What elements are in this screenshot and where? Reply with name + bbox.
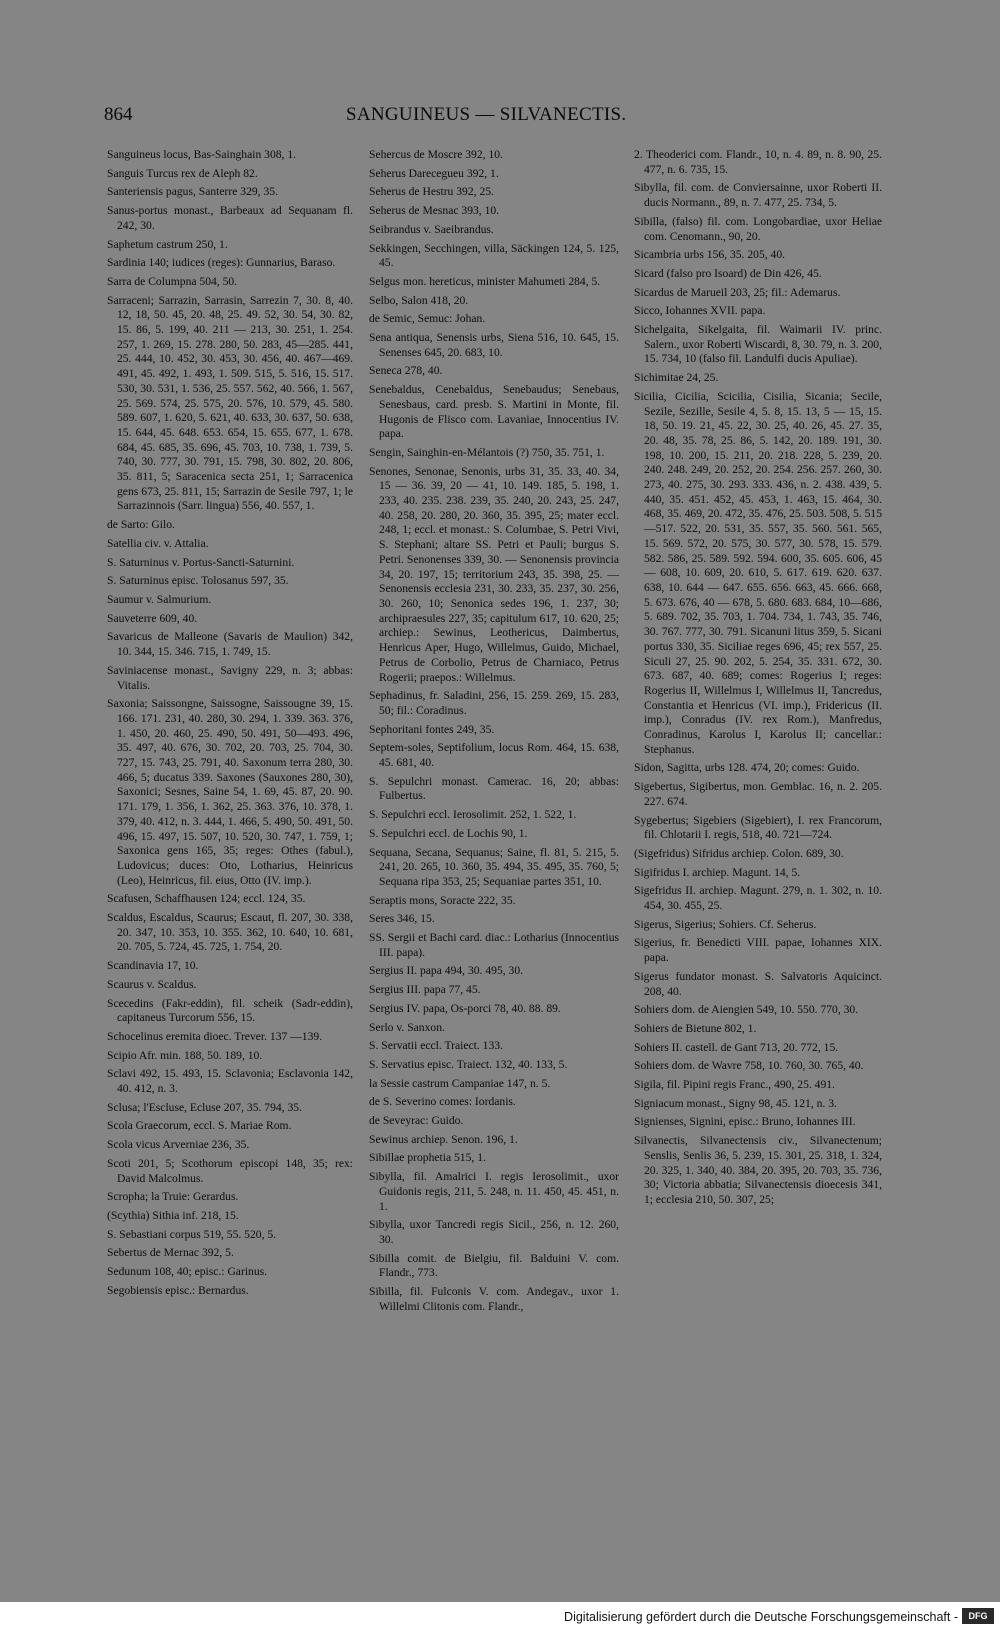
index-entry: Septem-soles, Septifolium, locus Rom. 464, 15. 638, 45. 681, 40.	[369, 741, 622, 770]
index-entry: Sclavi 492, 15. 493, 15. Sclavonia; Esclavonia 142, 40. 412, n. 3.	[107, 1067, 356, 1096]
index-entry: S. Sepulchri eccl. de Lochis 90, 1.	[369, 826, 528, 840]
index-entry: S. Sepulchri eccl. Ierosolimit. 252, 1. 522, 1.	[369, 808, 577, 822]
index-entry: Silvanectis, Silvanectensis civ., Silvanectenum; Senslis, Senlis 36, 5. 239, 15. 301, 25. 318, 1. 324, 20. 325, 1. 340, 40. 384, 20. 395, 20. 703, 35. 736, 30; Victoria abbatia; Silvanectensis dioecesis 341, 1; ecclesia 210, 50. 307, 25;	[634, 1134, 885, 1206]
index-entry: Sicambria urbs 156, 35. 205, 40.	[634, 248, 786, 262]
index-column-3	[634, 148, 885, 1212]
index-entry: Sewinus archiep. Senon. 196, 1.	[369, 1132, 518, 1146]
index-entry: Seraptis mons, Soracte 222, 35.	[369, 893, 516, 907]
index-entry: (Sigefridus) Sifridus archiep. Colon. 689, 30.	[634, 846, 844, 860]
index-entry: Selgus mon. hereticus, minister Mahumeti 284, 5.	[369, 274, 601, 288]
index-entry: Serlo v. Sanxon.	[369, 1020, 445, 1034]
index-entry: de Semic, Semuc: Johan.	[369, 312, 486, 326]
index-entry: Senones, Senonae, Senonis, urbs 31, 35. 33, 40. 34, 15 — 36. 39, 20 — 41, 10. 149. 185, 5. 198, 1. 233, 40. 235. 238. 239, 35. 240, 20. 243, 25. 247, 40. 258, 20. 280, 20. 360, 35. 395, 25; mater eccl. 248, 1; eccl. et monast.: S. Columbae, S. Petri Vivi, S. Stephani; altare SS. Petri et Pauli; burgus S. Petri. Senonenses 339, 30. — Senonensis provincia 34, 20. 197, 15; territorium 243, 35. 398, 25. — Senonensis ecclesia 231, 30. 233, 35. 237, 30. 256, 30. 260, 10; Senonica sedes 196, 1. 237, 30; archipraesules 227, 35; capitulum 617, 10. 620, 25; archiep.: Sewinus, Leothericus, Daimbertus, Henricus Aper, Hugo, Willelmus, Guido, Michael, Petrus de Corbolio, Petrus de Charniaco, Petrus Rogerii; praepos.: Willelmus.	[369, 464, 622, 684]
index-entry: Sigifridus I. archiep. Magunt. 14, 5.	[634, 865, 801, 879]
index-entry: Sigebertus, Sigibertus, mon. Gemblac. 16, n. 2. 205. 227. 674.	[634, 780, 885, 808]
index-entry: de S. Severino comes: Iordanis.	[369, 1095, 516, 1109]
index-entry: Seherus de Mesnac 393, 10.	[369, 204, 500, 218]
index-entry: la Sessie castrum Campaniae 147, n. 5.	[369, 1076, 551, 1090]
index-entry: Sardinia 140; iudices (reges): Gunnarius, Baraso.	[107, 256, 336, 270]
index-entry: Saviniacense monast., Savigny 229, n. 3; abbas: Vitalis.	[107, 663, 356, 692]
index-entry: Scecedins (Fakr-eddin), fil. scheik (Sadr-eddin), capitaneus Turcorum 556, 15.	[107, 996, 356, 1025]
index-entry: 2. Theoderici com. Flandr., 10, n. 4. 89, n. 8. 90, 25. 477, n. 6. 735, 15.	[634, 148, 885, 176]
footer-credit: Digitalisierung gefördert durch die Deutsche Forschungsgemeinschaft -	[564, 1610, 958, 1624]
index-entry: Sicilia, Cicilia, Scicilia, Cisilia, Sicania; Secile, Sezile, Sezille, Sesile 4, 5. 8, 15. 13, 5 — 15, 15. 18, 50. 19. 21, 45. 22, 30. 25, 40. 26, 45. 27. 35, 20. 48, 35. 78, 25. 86, 5. 142, 20. 189. 191, 30. 198, 10. 200, 15. 211, 20. 218. 228, 5. 239, 20. 240. 248. 249, 20. 252, 20. 254. 256. 257. 260, 30. 273, 40. 275, 30. 293. 333. 436, n. 2. 438. 439, 5. 440, 35. 451. 452, 45. 453, 1. 463, 15. 464, 30. 468, 35. 469, 20. 472, 35. 476, 25. 503. 508, 5. 515—517. 522, 20. 531, 35. 557, 35. 560. 561. 565, 15. 569. 572, 20. 575, 30. 577, 30. 578, 15. 579. 582. 586, 25. 589. 592. 594. 600, 35. 605. 606, 45 — 608, 10. 609, 20. 610, 5. 617. 619. 620. 637. 638, 10. 644 — 647. 655. 656. 663, 45. 666. 668, 5. 673. 676, 40 — 678, 5. 680. 683. 684, 10—686, 5. 689. 702, 35. 703, 1. 704. 734, 1. 743, 35. 746, 30. 767. 777, 30. 791. Sicanuni litus 359, 5. Sicani portus 330, 35. Siciliae reges 696, 45; rex 557, 25. Siculi 27, 25. 90. 202, 5. 254, 35. 331. 672, 30. 673. 687, 40. 689; comes: Rogerius I; reges: Rogerius II, Willelmus I, Willelmus II, Tancredus, Constantia et Henricus (VI. imp.), Fridericus (II. imp.), Conradus (IV. rex Rom.), Manfredus, Conradinus, Karolus I, Karolus II; cancellar.: Stephanus.	[634, 389, 885, 756]
index-entry: Sarra de Columpna 504, 50.	[107, 274, 238, 288]
index-entry: S. Sebastiani corpus 519, 55. 520, 5.	[107, 1227, 277, 1241]
index-entry: S. Saturninus v. Portus-Sancti-Saturnini.	[107, 555, 295, 569]
index-entry: Sohiers II. castell. de Gant 713, 20. 772, 15.	[634, 1040, 839, 1054]
index-entry: Sibilla, (falso) fil. com. Longobardiae, uxor Heliae com. Cenomann., 90, 20.	[634, 214, 885, 243]
index-entry: S. Saturninus episc. Tolosanus 597, 35.	[107, 574, 289, 588]
page-number: 864	[104, 104, 133, 125]
dfg-logo-icon: DFG	[962, 1608, 994, 1624]
index-entry: Seneca 278, 40.	[369, 364, 443, 378]
index-entry: Sibylla, fil. Amalrici I. regis Ierosolimit., uxor Guidonis regis, 211, 5. 248, n. 11. 450, 45. 451, n. 1.	[369, 1170, 622, 1213]
index-entry: Sebertus de Mernac 392, 5.	[107, 1246, 234, 1260]
index-entry: Sergius IV. papa, Os-porci 78, 40. 88. 89.	[369, 1001, 561, 1015]
index-entry: Sergius III. papa 77, 45.	[369, 983, 481, 997]
index-entry: Sichelgaita, Sikelgaita, fil. Waimarii IV. princ. Salern., uxor Roberti Wiscardi, 8, 30. 79, n. 3. 200, 15. 734, 10 (falso fil. Landulfi ducis Apuliae).	[634, 323, 885, 366]
index-entry: Sigefridus II. archiep. Magunt. 279, n. 1. 302, n. 10. 454, 30. 455, 25.	[634, 884, 885, 913]
index-entry: Sohiers dom. de Wavre 758, 10. 760, 30. 765, 40.	[634, 1059, 864, 1073]
footer-bar	[0, 1602, 1000, 1631]
index-entry: Scaurus v. Scaldus.	[107, 977, 197, 991]
index-entry: S. Servatius episc. Traiect. 132, 40. 133, 5.	[369, 1057, 568, 1071]
index-entry: Sarraceni; Sarrazin, Sarrasin, Sarrezin 7, 30. 8, 40. 12, 18, 50. 45, 20. 48, 25. 49. 52, 30. 54, 30. 82, 15. 86, 5. 199, 40. 211 — 213, 30. 251, 1. 254. 257, 1. 269, 15. 278. 280, 50. 283, 45—285. 441, 25. 444, 10. 452, 30. 453, 30. 456, 40. 467—469. 491, 45. 492, 1. 493, 1. 509. 515, 5. 516, 15. 517. 530, 30. 531, 1. 536, 25. 557. 562, 40. 566, 1. 567, 25. 569. 574, 25. 575, 20. 576, 10. 579, 45. 580. 589. 607, 1. 620, 5. 621, 40. 633, 30. 637, 50. 638, 15. 644, 45. 648. 653. 654, 15. 655. 677, 1. 678. 684, 45. 685, 35. 696, 45. 703, 10. 738, 1. 739, 5. 740, 30. 777, 30. 791, 15. 798, 30. 802, 20. 806, 35. 811, 5; Saracenica secta 251, 1; Sarracenica gens 673, 25. 811, 15; Sarrazin de Sesile 797, 1; le Sarrazinnois (Sarr. lingua) 556, 40. 557, 1.	[107, 293, 356, 513]
index-entry: Sibilla, fil. Fulconis V. com. Andegav., uxor 1. Willelmi Clitonis com. Flandr.,	[369, 1285, 622, 1313]
index-entry: Sibillae prophetia 515, 1.	[369, 1151, 486, 1165]
index-entry: Sibilla comit. de Bielgiu, fil. Balduini V. com. Flandr., 773.	[369, 1251, 622, 1280]
index-entry: Sedunum 108, 40; episc.: Garinus.	[107, 1265, 268, 1279]
index-entry: Sauveterre 609, 40.	[107, 611, 198, 625]
index-entry: Saxonia; Saissongne, Saissogne, Saissougne 39, 15. 166. 171. 231, 40. 280, 30. 294, 1. 339. 363. 376, 1. 450, 20. 460, 25. 490, 50. 491, 50—493. 496, 35. 497, 40. 676, 30. 702, 20. 703, 25. 704, 30. 727, 15. 743, 25. 791, 40. Saxonum terra 280, 30. 466, 5; ducatus 339. Saxones (Sauxones 280, 30), Saxonici; Sesnes, Saine 54, 1. 69, 45. 87, 20. 90. 171. 179, 1. 356, 1. 362, 25. 363. 376, 10. 378, 1. 379, 40. 412, n. 3. 444, 1. 466, 5. 490, 50. 491, 50. 496, 15. 497, 15. 507, 10. 520, 30. 747, 1. 759, 1; Saxonica gens 165, 35; reges: Othes (fabul.), Ludovicus; duces: Oto, Lotharius, Heinricus (Leo), Heinricus, fil. eius, Otto (IV. imp.).	[107, 697, 356, 887]
index-entry: Segobiensis episc.: Bernardus.	[107, 1283, 249, 1297]
index-entry: Sephadinus, fr. Saladini, 256, 15. 259. 269, 15. 283, 50; fil.: Coradinus.	[369, 689, 622, 717]
index-entry: Sclusa; l'Escluse, Ecluse 207, 35. 794, 35.	[107, 1100, 302, 1114]
index-entry: Saumur v. Salmurium.	[107, 592, 212, 606]
index-entry: Sibylla, uxor Tancredi regis Sicil., 256, n. 12. 260, 30.	[369, 1218, 622, 1246]
index-entry: Sibylla, fil. com. de Conviersainne, uxor Roberti II. ducis Normann., 89, n. 7. 477, 25. 734, 5.	[634, 181, 885, 210]
index-entry: Scola vicus Arverniae 236, 35.	[107, 1138, 250, 1152]
index-entry: Sehercus de Moscre 392, 10.	[369, 148, 503, 161]
index-entry: Signienses, Signini, episc.: Bruno, Iohannes III.	[634, 1115, 856, 1129]
index-entry: Sygebertus; Sigebiers (Sigebiert), I. rex Francorum, fil. Chlotarii I. regis, 518, 40. 721—724.	[634, 813, 885, 842]
index-entry: Sengin, Sainghin-en-Mélantois (?) 750, 35. 751, 1.	[369, 445, 605, 459]
index-column-2	[369, 148, 622, 1319]
index-entry: Sena antiqua, Senensis urbs, Siena 516, 10. 645, 15. Senenses 645, 20. 683, 10.	[369, 331, 622, 359]
index-entry: Sigila, fil. Pipini regis Franc., 490, 25. 491.	[634, 1078, 835, 1092]
index-entry: Sergius II. papa 494, 30. 495, 30.	[369, 964, 524, 978]
index-entry: Sidon, Sagitta, urbs 128. 474, 20; comes: Guido.	[634, 761, 860, 775]
index-entry: Sigerus fundator monast. S. Salvatoris Aquicinct. 208, 40.	[634, 969, 885, 998]
index-entry: S. Sepulchri monast. Camerac. 16, 20; abbas: Fulbertus.	[369, 774, 622, 803]
index-entry: Sohiers dom. de Aiengien 549, 10. 550. 770, 30.	[634, 1003, 859, 1017]
index-entry: Signiacum monast., Signy 98, 45. 121, n. 3.	[634, 1096, 837, 1110]
index-entry: Sicco, Iohannes XVII. papa.	[634, 304, 766, 318]
index-entry: Scoti 201, 5; Scothorum episcopi 148, 35; rex: David Malcolmus.	[107, 1156, 356, 1185]
page-title: SANGUINEUS — SILVANECTIS.	[346, 104, 627, 125]
index-entry: Sequana, Secana, Sequanus; Saine, fl. 81, 5. 215, 5. 241, 20. 265, 10. 360, 35. 494, 35. 495, 35. 760, 5; Sequana ripa 353, 25; Sequaniae partes 351, 10.	[369, 845, 622, 888]
index-entry: de Sarto: Gilo.	[107, 518, 175, 532]
index-entry: Sanguineus locus, Bas-Sainghain 308, 1.	[107, 148, 297, 161]
index-entry: Scropha; la Truie: Gerardus.	[107, 1190, 239, 1204]
index-entry: de Seveyrac: Guido.	[369, 1114, 464, 1128]
index-entry: Savaricus de Malleone (Savaris de Maulion) 342, 10. 344, 15. 346. 715, 1. 749, 15.	[107, 630, 356, 659]
index-entry: Scafusen, Schaffhausen 124; eccl. 124, 35.	[107, 892, 306, 906]
index-column-1	[107, 148, 356, 1303]
index-entry: Selbo, Salon 418, 20.	[369, 293, 469, 307]
index-entry: SS. Sergii et Bachi card. diac.: Lotharius (Innocentius III. papa).	[369, 931, 622, 959]
index-entry: Sephoritani fontes 249, 35.	[369, 722, 495, 736]
index-entry: Scola Graecorum, eccl. S. Mariae Rom.	[107, 1119, 292, 1133]
index-entry: Seibrandus v. Saeibrandus.	[369, 222, 494, 236]
index-entry: S. Servatii eccl. Traiect. 133.	[369, 1039, 503, 1053]
index-entry: Sicard (falso pro Isoard) de Din 426, 45.	[634, 266, 822, 280]
index-entry: Seherus de Hestru 392, 25.	[369, 185, 494, 199]
index-entry: Scipio Afr. min. 188, 50. 189, 10.	[107, 1048, 263, 1062]
index-entry: Sohiers de Bietune 802, 1.	[634, 1021, 757, 1035]
index-entry: Schocelinus eremita dioec. Trever. 137 —139.	[107, 1029, 323, 1043]
index-entry: Sicardus de Marueil 203, 25; fil.: Ademarus.	[634, 285, 841, 299]
index-entry: Satellia civ. v. Attalia.	[107, 536, 209, 550]
index-entry: Sanguis Turcus rex de Aleph 82.	[107, 166, 258, 180]
index-entry: Sanus-portus monast., Barbeaux ad Sequanam fl. 242, 30.	[107, 204, 356, 232]
index-entry: Saphetum castrum 250, 1.	[107, 237, 228, 251]
index-entry: Sichimitae 24, 25.	[634, 371, 719, 385]
index-entry: Scaldus, Escaldus, Scaurus; Escaut, fl. 207, 30. 338, 20. 347, 10. 353, 10. 355. 362, 10. 640, 10. 681, 20. 705, 5. 724, 45. 725, 1. 754, 20.	[107, 911, 356, 954]
index-entry: Senebaldus, Cenebaldus, Senebaudus; Senebaus, Senesbaus, card. presb. S. Martini in Monte, fil. Hugonis de Flisco com. Lavaniae, Innocentius IV. papa.	[369, 383, 622, 441]
index-entry: (Scythia) Sithia inf. 218, 15.	[107, 1209, 239, 1222]
index-entry: Seherus Darecegueu 392, 1.	[369, 166, 499, 180]
index-entry: Sigerus, Sigerius; Sohiers. Cf. Seherus.	[634, 917, 817, 931]
index-entry: Sigerius, fr. Benedicti VIII. papae, Iohannes XIX. papa.	[634, 936, 885, 965]
index-entry: Sekkingen, Secchingen, villa, Säckingen 124, 5. 125, 45.	[369, 241, 622, 270]
index-entry: Scandinavia 17, 10.	[107, 959, 199, 973]
index-entry: Santeriensis pagus, Santerre 329, 35.	[107, 185, 278, 199]
index-entry: Seres 346, 15.	[369, 912, 435, 926]
